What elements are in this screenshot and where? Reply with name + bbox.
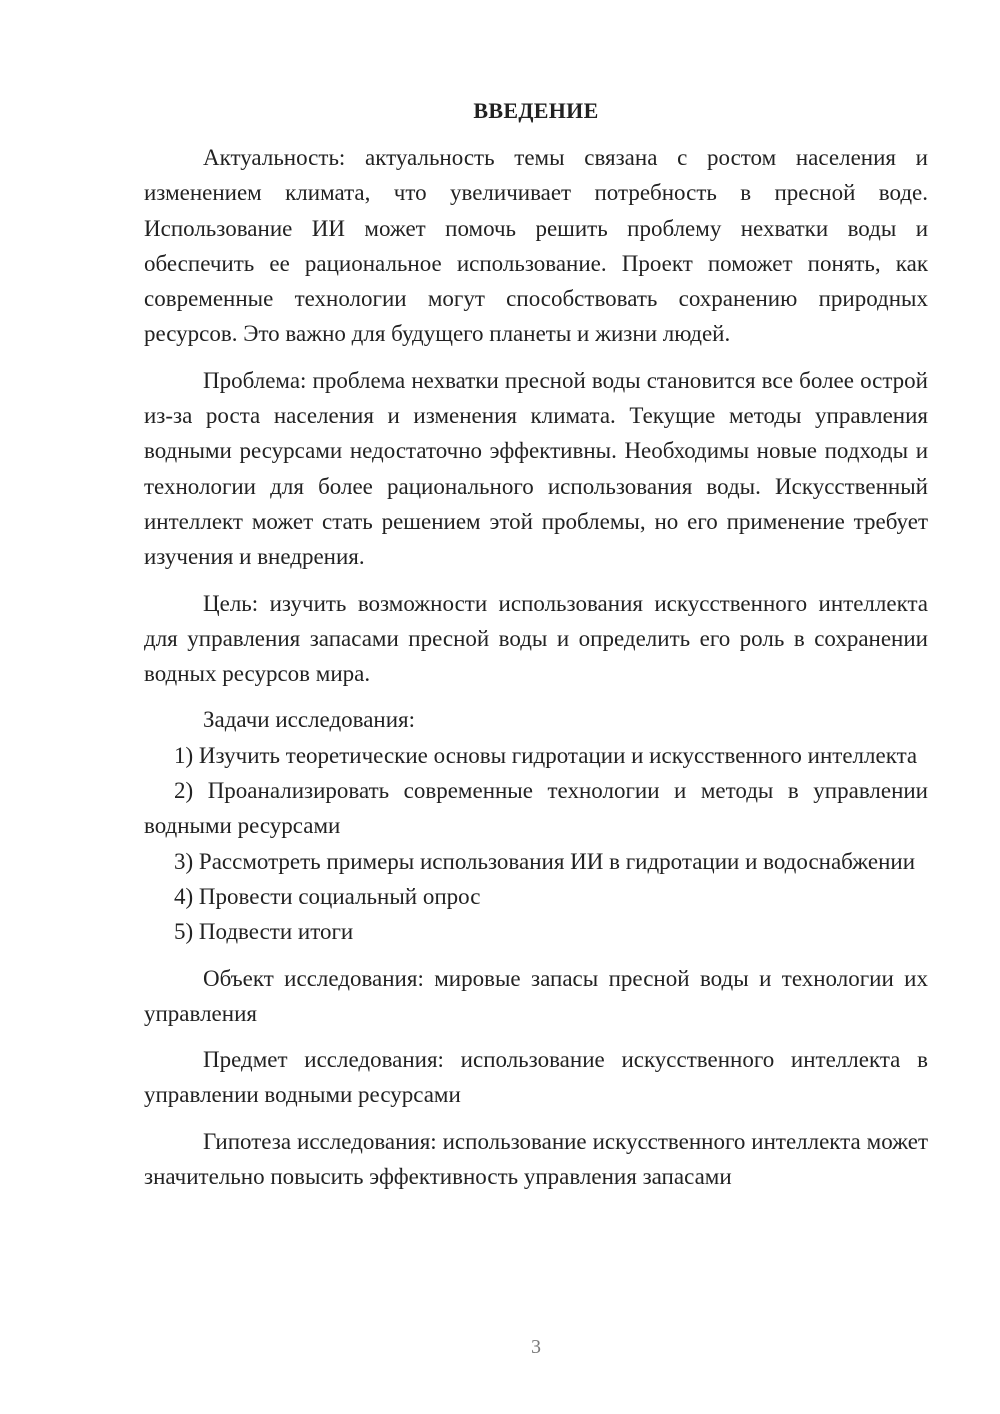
- page-number: 3: [531, 1336, 541, 1358]
- paragraph-goal: Цель: изучить возможности использования искусственного интеллекта для управления запасами пресной воды и определить его роль в сохранении водных ресурсов мира.: [144, 590, 928, 687]
- task-item-1: 1) Изучить теоретические основы гидротации и искусственного интеллекта: [174, 742, 918, 768]
- paragraph-relevance: Актуальность: актуальность темы связана с ростом населения и изменением климата, что увеличивает потребность в пресной воде. Использование ИИ может помочь решить проблему нехватки воды и обеспечить ее рациональное использование. Проект поможет понять, как современные технологии могут способствовать сохранению природных ресурсов. Это важно для будущего планеты и жизни людей.: [144, 145, 928, 347]
- task-item-3: 3) Рассмотреть примеры использования ИИ в гидротации и водоснабжении: [174, 848, 916, 874]
- paragraph-problem: Проблема: проблема нехватки пресной воды становится все более острой из-за роста населения и изменения климата. Текущие методы управления водными ресурсами недостаточно эффективны. Необходимы новые подходы и технологии для более рационального использования воды. Искусственный интеллект может стать решением этой проблемы, но его применение требует изучения и внедрения.: [144, 367, 928, 570]
- paragraph-object: Объект исследования: мировые запасы пресной воды и технологии их управления: [144, 965, 928, 1026]
- task-item-4: 4) Провести социальный опрос: [174, 883, 481, 909]
- paragraph-subject: Предмет исследования: использование искусственного интеллекта в управлении водными ресурсами: [144, 1047, 928, 1108]
- task-item-2: 2) Проанализировать современные технологии и методы в управлении водными ресурсами: [144, 778, 928, 839]
- document-body: [144, 140, 928, 1194]
- task-item-5: 5) Подвести итоги: [174, 919, 354, 945]
- tasks-heading: Задачи исследования:: [203, 707, 416, 733]
- paragraph-hypothesis: Гипотеза исследования: использование искусственного интеллекта может значительно повысить эффективность управления запасами: [144, 1128, 928, 1190]
- page-title: ВВЕДЕНИЕ: [473, 98, 599, 123]
